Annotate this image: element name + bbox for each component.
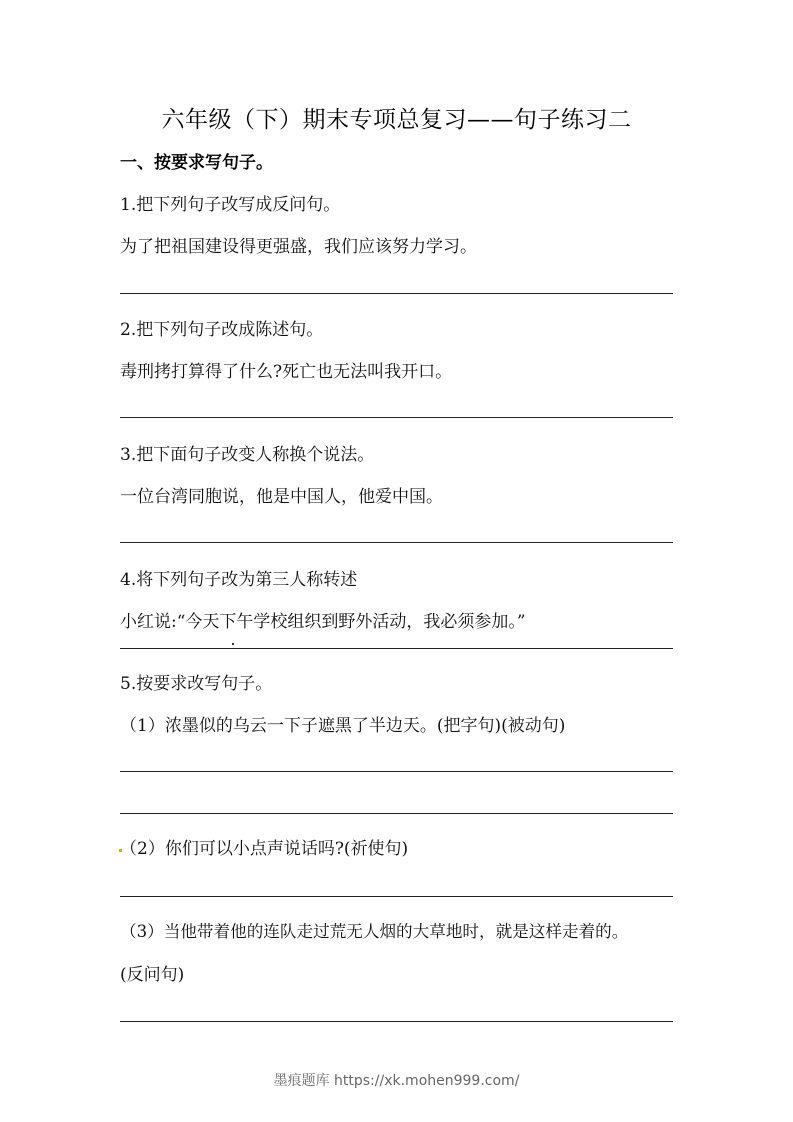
stray-mark xyxy=(232,643,234,645)
question-2-sentence: 毒刑拷打算得了什么?死亡也无法叫我开口。 xyxy=(120,362,453,382)
question-5-prompt: 5.按要求改写句子。 xyxy=(120,674,273,694)
question-5-sub1-answer-line-1[interactable] xyxy=(120,771,673,772)
question-5-sub2-answer-line[interactable] xyxy=(120,896,673,897)
question-2-answer-line[interactable] xyxy=(120,417,673,418)
question-5-sub1: （1）浓墨似的乌云一下子遮黑了半边天。(把字句)(被动句) xyxy=(120,716,566,736)
question-5-sub3-answer-line[interactable] xyxy=(120,1021,673,1022)
question-1-sentence: 为了把祖国建设得更强盛，我们应该努力学习。 xyxy=(120,237,477,257)
question-4-answer-line[interactable] xyxy=(120,648,673,649)
section-heading: 一、按要求写句子。 xyxy=(120,153,273,173)
question-2-prompt: 2.把下列句子改成陈述句。 xyxy=(120,320,324,340)
question-5-sub3-line-1: （3）当他带着他的连队走过荒无人烟的大草地时，就是这样走着的。 xyxy=(120,922,629,941)
question-5-sub3-line-2: (反问句) xyxy=(120,965,185,985)
page-title: 六年级（下）期末专项总复习——句子练习二 xyxy=(161,107,632,133)
question-3-answer-line[interactable] xyxy=(120,542,673,543)
question-3-sentence: 一位台湾同胞说，他是中国人，他爱中国。 xyxy=(120,487,443,507)
question-1-prompt: 1.把下列句子改写成反问句。 xyxy=(120,195,341,215)
question-4-prompt: 4.将下列句子改为第三人称转述 xyxy=(120,570,358,590)
question-3-prompt: 3.把下面句子改变人称换个说法。 xyxy=(120,445,375,465)
question-1-answer-line[interactable] xyxy=(120,293,673,294)
question-5-sub1-answer-line-2[interactable] xyxy=(120,813,673,814)
question-4-sentence: 小红说:“今天下午学校组织到野外活动，我必须参加。” xyxy=(120,612,526,632)
question-5-sub2: （2）你们可以小点声说话吗?(祈使句) xyxy=(120,839,409,859)
footer-watermark: 墨痕题库 https://xk.mohen999.com/ xyxy=(273,1073,520,1089)
